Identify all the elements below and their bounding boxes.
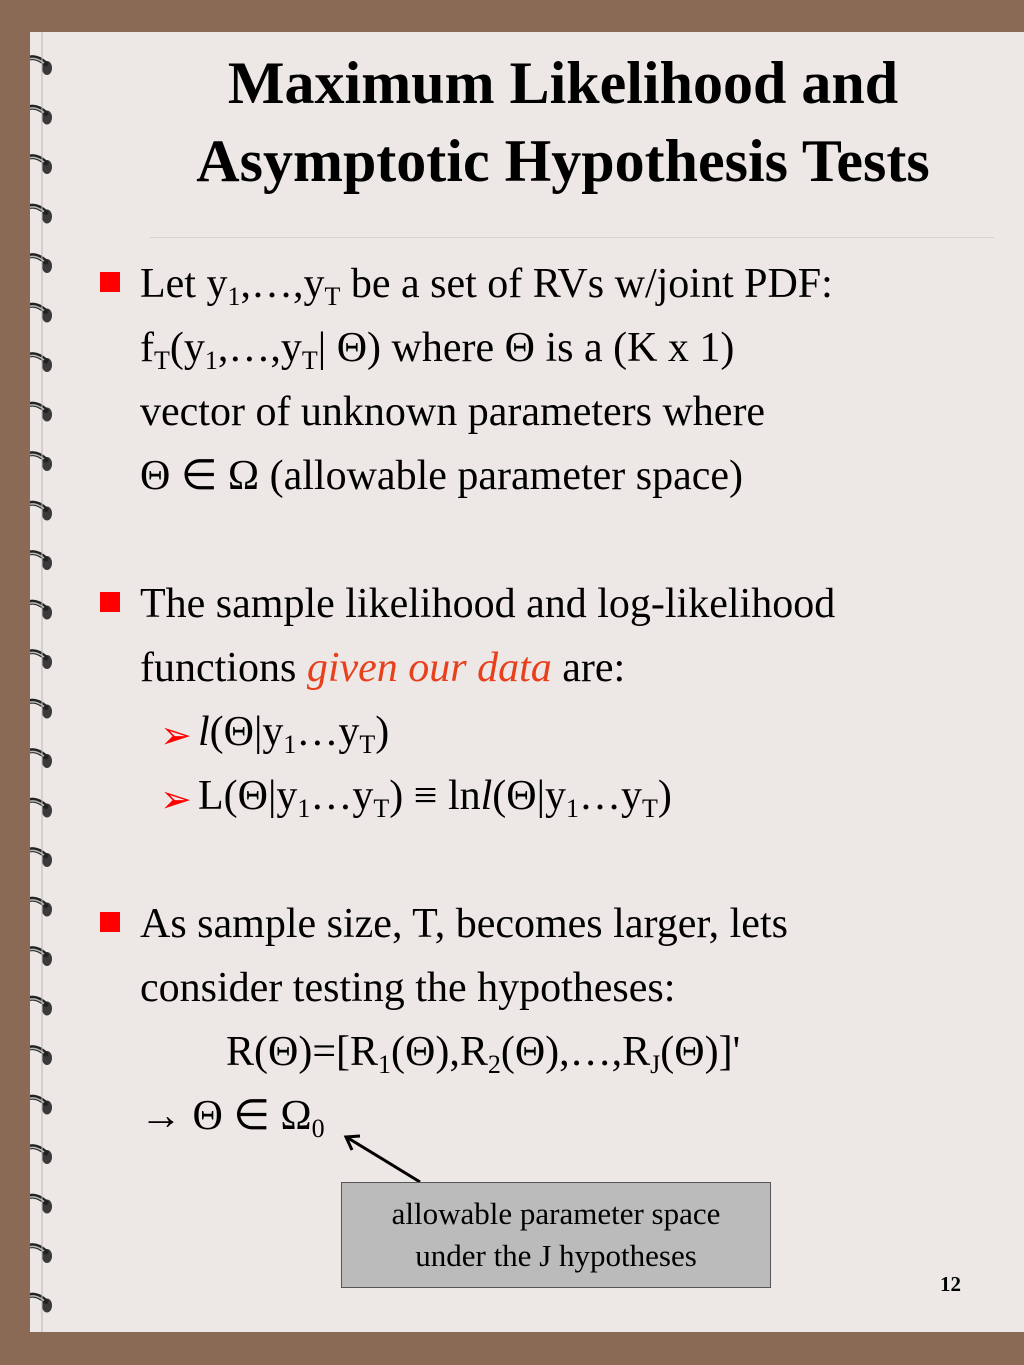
- callout-line-2: under the J hypotheses: [415, 1238, 697, 1273]
- spiral-ring: [30, 503, 52, 520]
- spiral-ring: [30, 1147, 52, 1164]
- emphasis-text: given our data: [306, 645, 552, 691]
- red-square-icon: [100, 912, 120, 932]
- bullet1-line3: vector of unknown parameters where: [140, 389, 766, 435]
- restricted-space: → Θ ∈ $\Omega_0$: [140, 1093, 325, 1143]
- bullet-joint-pdf: [110, 252, 1020, 508]
- spiral-ring: [30, 256, 52, 273]
- spiral-ring: [30, 602, 52, 619]
- spiral-ring: [30, 850, 52, 867]
- red-square-icon: [100, 272, 120, 292]
- spiral-ring: [30, 751, 52, 768]
- callout-line-1: allowable parameter space: [391, 1196, 721, 1231]
- page-number: 12: [940, 1272, 961, 1296]
- slide-body: [110, 252, 1020, 1148]
- bullet2-line1: The sample likelihood and log-likelihood: [140, 581, 836, 627]
- title-line-2: Asymptotic Hypothesis Tests: [196, 128, 930, 194]
- slide-title: [102, 44, 1024, 200]
- sub-bullet-log-likelihood: ➢ $L(\Theta|y_1\dots y_T)$ ≡ $\ln l(\Theta|y_1\dots y_T)$: [140, 764, 1020, 828]
- red-arrow-icon: ➢: [160, 779, 192, 821]
- spiral-ring: [30, 1048, 52, 1065]
- spiral-ring: [30, 998, 52, 1015]
- spiral-binding-icon: [30, 32, 102, 1332]
- bullet3-line1: As sample size, T, becomes larger, lets: [140, 901, 788, 947]
- spiral-ring: [30, 701, 52, 718]
- bullet2-line2: functions given our data are:: [140, 645, 626, 691]
- red-square-icon: [100, 592, 120, 612]
- spiral-ring: [30, 553, 52, 570]
- spiral-ring: [30, 1295, 52, 1312]
- spiral-ring: [30, 107, 52, 124]
- bullet3-line2: consider testing the hypotheses:: [140, 965, 676, 1011]
- bullet1-line4: Θ ∈ Ω (allowable parameter space): [140, 453, 744, 499]
- spiral-ring: [30, 949, 52, 966]
- title-divider: [150, 237, 994, 238]
- red-arrow-icon: ➢: [160, 715, 192, 757]
- bullet-likelihood: [110, 572, 1020, 828]
- callout-box: [341, 1182, 771, 1288]
- bullet-hypotheses: [110, 892, 1020, 1148]
- spiral-ring: [30, 652, 52, 669]
- title-line-1: Maximum Likelihood and: [227, 50, 899, 116]
- restriction-equation: $R(\Theta)=[R_1(\Theta),R_2(\Theta),\dots,R_J(\Theta)]'$: [226, 1029, 741, 1079]
- bullet1-line1: Let $y_1,\dots,y_T$ be a set of RVs w/joint PDF:: [140, 261, 833, 311]
- spiral-ring: [30, 58, 52, 75]
- spiral-ring: [30, 1196, 52, 1213]
- spiral-ring: [30, 454, 52, 471]
- sub-bullet-likelihood: ➢ $l(\Theta|y_1\dots y_T)$: [140, 700, 1020, 764]
- slide: [30, 32, 1024, 1332]
- spiral-ring: [30, 899, 52, 916]
- spiral-ring: [30, 157, 52, 174]
- spiral-ring: [30, 1246, 52, 1263]
- spiral-ring: [30, 305, 52, 322]
- spiral-ring: [30, 1097, 52, 1114]
- spiral-ring: [30, 800, 52, 817]
- spiral-ring: [30, 355, 52, 372]
- bullet1-line2: $f_T(y_1,\dots,y_T|$ Θ) where Θ is a (K x 1): [140, 325, 735, 375]
- spiral-ring: [30, 404, 52, 421]
- spiral-ring: [30, 206, 52, 223]
